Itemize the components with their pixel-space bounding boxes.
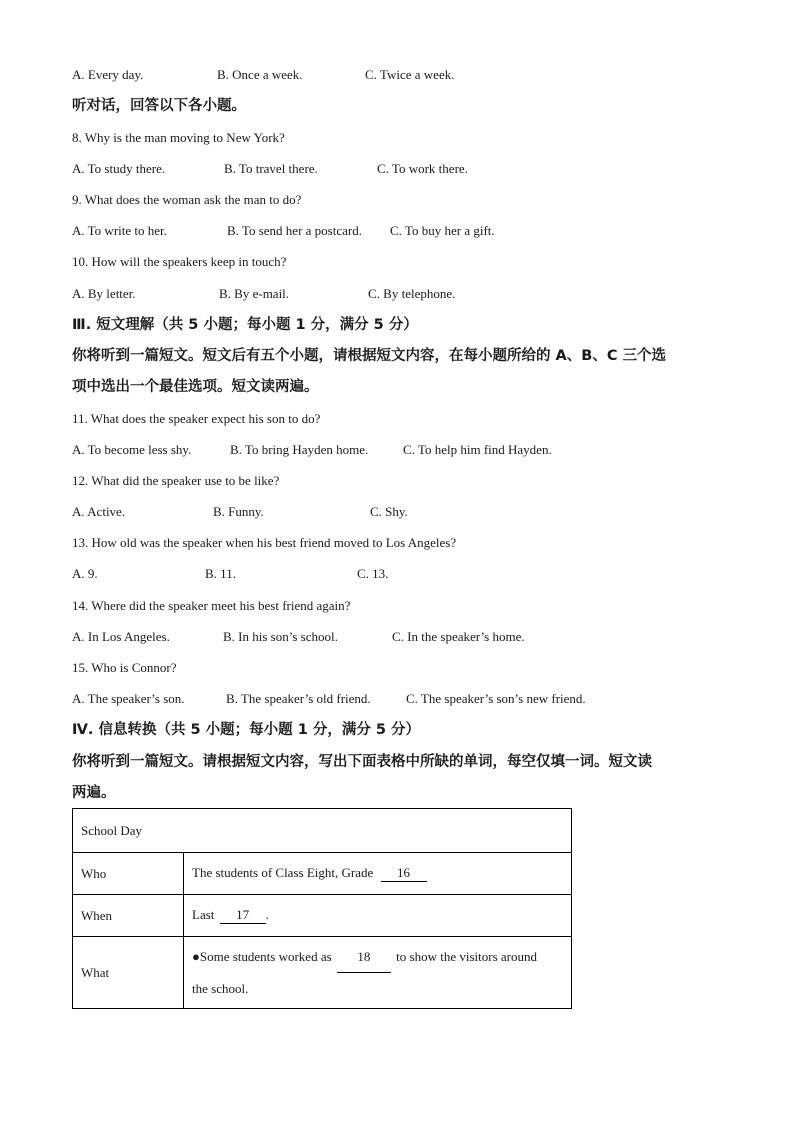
section-4-heading: Ⅳ. 信息转换（共 5 小题；每小题 1 分，满分 5 分）: [72, 722, 421, 738]
option-a: A. The speaker’s son.: [72, 691, 185, 706]
option-b: B. Once a week.: [217, 67, 303, 82]
section-4-instruction: 你将听到一篇短文。请根据短文内容，写出下面表格中所缺的单词，每空仅填一词。短文读: [72, 754, 652, 770]
option-b: B. In his son’s school.: [223, 629, 338, 644]
question-15: 15. Who is Connor?: [72, 660, 177, 675]
option-b: B. Funny.: [213, 504, 264, 519]
question-13: 13. How old was the speaker when his best friend moved to Los Angeles?: [72, 535, 457, 550]
what-text-end: the school.: [192, 981, 249, 996]
blank-18[interactable]: 18: [337, 941, 391, 973]
who-text: The students of Class Eight, Grade: [192, 865, 374, 880]
row-label-what: What: [73, 937, 184, 1009]
option-a: A. Active.: [72, 504, 126, 519]
what-text: ●Some students worked as: [192, 949, 332, 964]
table-row: [73, 895, 572, 937]
option-c: C. To help him find Hayden.: [403, 442, 552, 457]
question-8: 8. Why is the man moving to New York?: [72, 130, 285, 145]
row-value-when: [184, 895, 572, 937]
section-3-instruction-cont: 项中选出一个最佳选项。短文读两遍。: [72, 379, 319, 395]
option-a: A. Every day.: [72, 67, 144, 82]
option-a: A. To become less shy.: [72, 442, 192, 457]
dialog-instruction: 听对话，回答以下各小题。: [72, 98, 246, 114]
option-a: A. 9.: [72, 566, 98, 581]
row-label-when: When: [73, 895, 184, 937]
table-row: [73, 809, 572, 853]
option-b: B. By e-mail.: [219, 286, 290, 301]
row-label-who: Who: [73, 853, 184, 895]
option-c: C. To work there.: [377, 161, 468, 176]
option-c: C. The speaker’s son’s new friend.: [406, 691, 586, 706]
option-a: A. In Los Angeles.: [72, 629, 170, 644]
option-c: C. Shy.: [370, 504, 408, 519]
question-11: 11. What does the speaker expect his son to do?: [72, 411, 321, 426]
option-c: C. 13.: [357, 566, 389, 581]
table-row: [73, 937, 572, 1009]
section-4-instruction-cont: 两遍。: [72, 785, 116, 801]
option-b: B. 11.: [205, 566, 236, 581]
option-a: A. To write to her.: [72, 223, 167, 238]
when-text: Last: [192, 907, 215, 922]
blank-17[interactable]: 17: [220, 907, 266, 924]
option-c: C. To buy her a gift.: [390, 223, 495, 238]
table-title: School Day: [73, 809, 572, 853]
what-text-cont: to show the visitors around: [396, 949, 537, 964]
section-3-instruction: 你将听到一篇短文。短文后有五个小题，请根据短文内容，在每小题所给的 A、B、C 三个选: [72, 348, 667, 364]
option-b: B. To send her a postcard.: [227, 223, 362, 238]
option-c: C. Twice a week.: [365, 67, 455, 82]
when-period: .: [265, 907, 269, 922]
option-b: B. To bring Hayden home.: [230, 442, 369, 457]
option-c: C. In the speaker’s home.: [392, 629, 525, 644]
question-12: 12. What did the speaker use to be like?: [72, 473, 280, 488]
question-10: 10. How will the speakers keep in touch?: [72, 254, 287, 269]
option-c: C. By telephone.: [368, 286, 456, 301]
question-9: 9. What does the woman ask the man to do?: [72, 192, 302, 207]
info-table: [72, 808, 572, 1009]
table-row: [73, 853, 572, 895]
option-b: B. The speaker’s old friend.: [226, 691, 371, 706]
section-3-heading: Ⅲ. 短文理解（共 5 小题；每小题 1 分，满分 5 分）: [72, 317, 418, 333]
row-value-who: [184, 853, 572, 895]
question-14: 14. Where did the speaker meet his best friend again?: [72, 598, 351, 613]
blank-16[interactable]: 16: [381, 865, 427, 882]
option-b: B. To travel there.: [224, 161, 318, 176]
row-value-what: [184, 937, 572, 1009]
option-a: A. To study there.: [72, 161, 166, 176]
option-a: A. By letter.: [72, 286, 136, 301]
